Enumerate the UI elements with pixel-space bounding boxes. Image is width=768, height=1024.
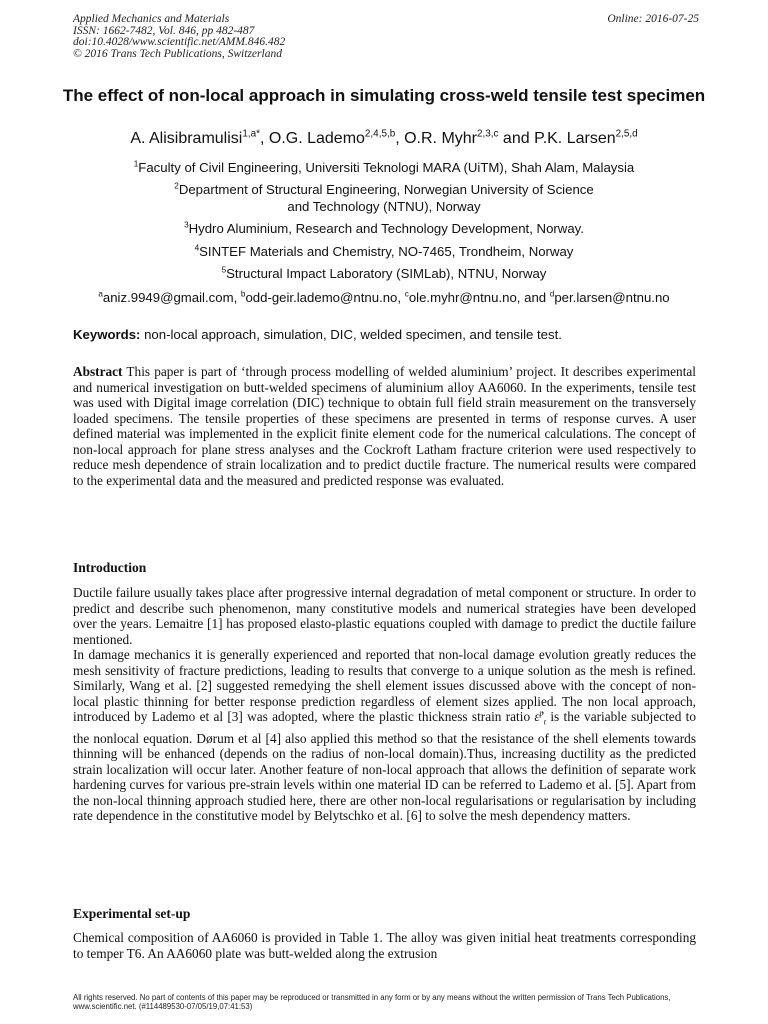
keywords-label: Keywords:	[73, 327, 141, 342]
paper-title: The effect of non-local approach in simulating cross-weld tensile test specimen	[62, 86, 706, 105]
online-date: Online: 2016-07-25	[607, 13, 699, 25]
abstract	[73, 364, 696, 488]
author-list	[40, 129, 728, 149]
affiliation-5: $^5$Structural Impact Laboratory (SIMLab), NTNU, Norway	[221, 265, 547, 281]
keywords-text: non-local approach, simulation, DIC, welded specimen, and tensile test.	[140, 327, 562, 342]
doi-line: doi:10.4028/www.scientific.net/AMM.846.482	[73, 36, 286, 48]
paragraph: In damage mechanics it is generally experienced and reported that non-local damage evolution greatly reduces the mesh sensitivity of fracture predictions, leading to results that converge to a unique solution as the mesh is refined. Similarly, Wang et al. [2] suggested remedying the shell element issues discussed above with the concept of non-local plastic thinning for better response prediction regardless of element sizes applied. The non local approach, introduced by Lademo et al [3] was adopted, where the plastic thickness strain ratio ε̇$^p_t$ is the variable subjected to the nonlocal equation. Dørum et al [4] also applied this method so that the resistance of the shell elements towards thinning will be enhanced (depends on the radius of non-local domain).Thus, increasing ductility as the predicted strain localization will occur later. Another feature of non-local approach that allows the definition of separate work hardening curves for various pre-strain levels within one material ID can be referred to Lademo et al. [5]. Apart from the non-local thinning approach studied here, there are other non-local regularisations or regularisation by including rate dependence in the constitutive model by Belytschko et al. [6] to solve the mesh dependency matters.	[73, 647, 696, 824]
paragraph: Chemical composition of AA6060 is provided in Table 1. The alloy was given initial heat treatments corresponding to temper T6. An AA6060 plate was butt-welded along the extrusion	[73, 930, 696, 961]
experimental-body	[73, 930, 696, 961]
strain-rate-symbol: ε̇$^p_t$	[534, 708, 547, 728]
abstract-text: This paper is part of ‘through process modelling of welded aluminium’ project. It describes experimental and numerical investigation on butt-welded specimens of aluminium alloy AA6060. In the experiments, tensile test was used with Digital image correlation (DIC) technique to obtain full field strain measurement on the transversely loaded specimens. The tensile properties of these specimens are presented in terms of response curves. A user defined material was implemented in the explicit finite element code for the numerical calculations. The concept of non-local approach for plane stress analyses and the Cockroft Latham fracture criterion were used respectively to reduce mesh dependence of strain localization and to predict ductile fracture. The numerical results were compared to the experimental data and the measured and predicted response was evaluated.	[73, 364, 696, 488]
email[interactable]: $^b$odd-geir.lademo@ntnu.no	[240, 289, 398, 305]
copyright-line: © 2016 Trans Tech Publications, Switzerland	[73, 47, 282, 60]
email[interactable]: $^c$ole.myhr@ntnu.no	[404, 289, 517, 305]
paragraph: Ductile failure usually takes place after progressive internal degradation of metal component or structure. In order to predict and describe such phenomenon, many constitutive models and numerical strategies have been developed over the years. Lemaitre [1] has proposed elasto-plastic equations coupled with damage to predict the ductile failure mentioned.	[73, 585, 696, 647]
affiliation-1: $^1$Faculty of Civil Engineering, Universiti Teknologi MARA (UiTM), Shah Alam, Malaysia	[133, 159, 635, 175]
affiliation-2: $^2$Department of Structural Engineering, Norwegian University of Science and Technology (NTNU), Norway	[174, 181, 594, 214]
email[interactable]: $^d$per.larsen@ntnu.no	[549, 289, 670, 305]
author: O.R. Myhr$^{2,3,c}$ and	[404, 128, 535, 147]
section-heading-introduction: Introduction	[73, 560, 147, 575]
journal-name: Applied Mechanics and Materials	[73, 13, 230, 25]
abstract-label: Abstract	[73, 364, 123, 379]
author: A. Alisibramulisi$^{1,a*}$,	[130, 128, 269, 147]
email-list: $^a$aniz.9949@gmail.com, $^b$odd-geir.lademo@ntnu.no, $^c$ole.myhr@ntnu.no, and $^d$per.larsen@ntnu.no	[98, 289, 670, 305]
author: O.G. Lademo$^{2,4,5,b}$,	[268, 128, 405, 147]
issn-line: ISSN: 1662-7482, Vol. 846, pp 482-487	[73, 24, 255, 37]
author: P.K. Larsen$^{2,5,d}$	[534, 128, 638, 147]
copyright-footer: All rights reserved. No part of contents of this paper may be reproduced or transmitted in any form or by any means without the written permission of Trans Tech Publications, www.scientific.net. (#114489530-07/05/19,07:41:53)	[73, 993, 671, 1011]
affiliation-4: $^4$SINTEF Materials and Chemistry, NO-7465, Trondheim, Norway	[194, 243, 574, 259]
introduction-body	[73, 585, 696, 824]
keywords	[73, 326, 699, 343]
section-heading-experimental: Experimental set-up	[73, 906, 191, 921]
journal-header	[73, 14, 699, 60]
affiliation-3: $^3$Hydro Aluminium, Research and Technology Development, Norway.	[184, 220, 584, 236]
email[interactable]: $^a$aniz.9949@gmail.com	[98, 289, 234, 305]
